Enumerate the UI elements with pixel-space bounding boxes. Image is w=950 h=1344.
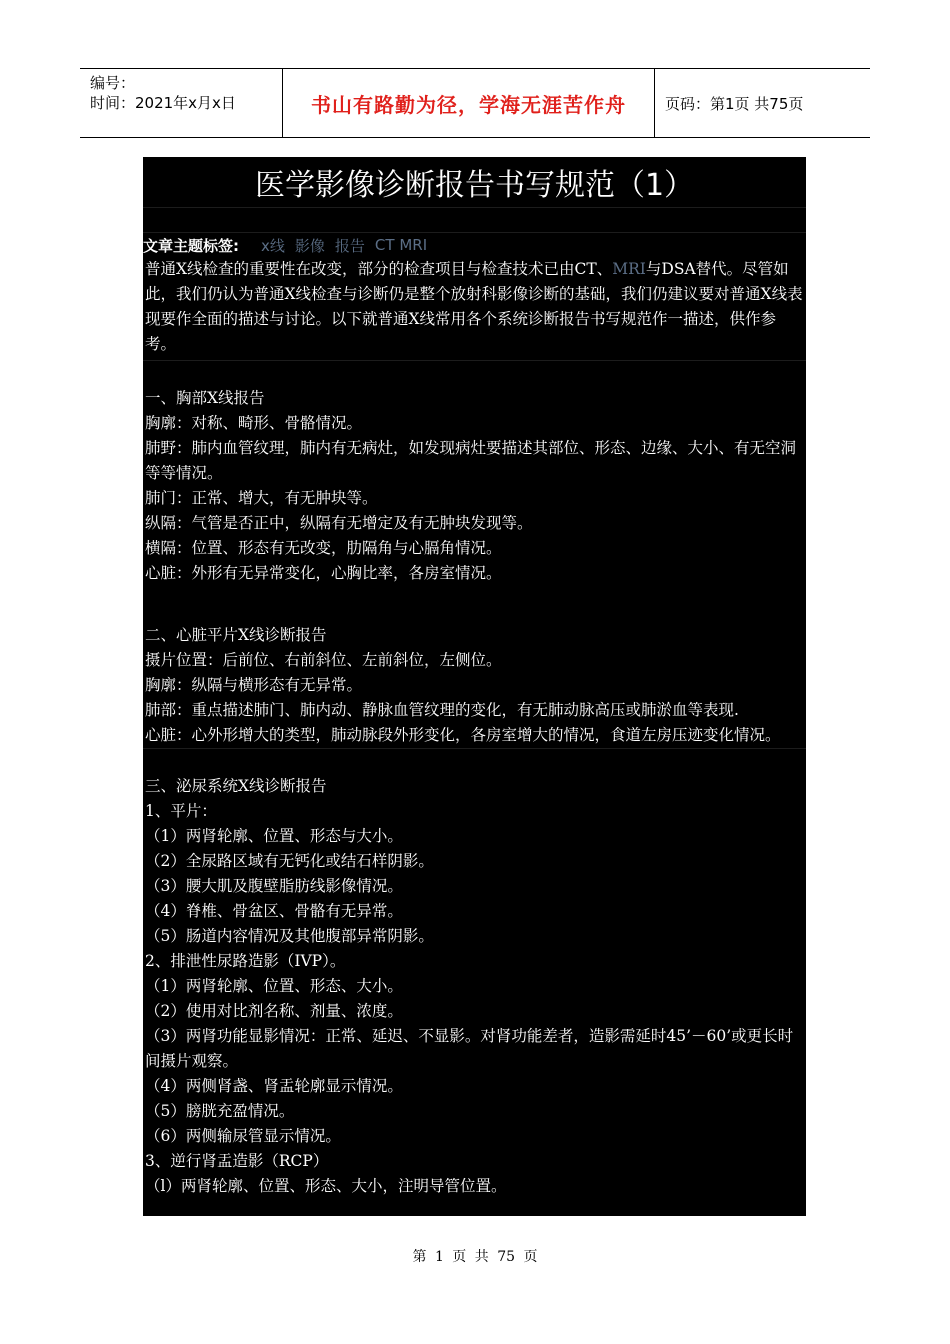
number-label: 编号： xyxy=(90,74,136,92)
document-title: 医学影像诊断报告书写规范（1） xyxy=(143,157,806,208)
time-label: 时间：2021年x月x日 xyxy=(90,94,236,112)
section-line: （l）两肾轮廓、位置、形态、大小，注明导管位置。 xyxy=(145,1177,507,1195)
section-line: 1、平片： xyxy=(145,802,217,820)
blank-line xyxy=(143,361,806,386)
tags-row xyxy=(143,233,806,257)
section-line: 胸廓：对称、畸形、骨骼情况。 xyxy=(145,414,363,432)
intro-text-a: 普通X线检查的重要性在改变，部分的检查项目与检查技术已由CT、 xyxy=(145,260,613,278)
page-header xyxy=(80,68,870,138)
intro-paragraph xyxy=(143,257,806,361)
section-heading: 三、泌尿系统X线诊断报告 xyxy=(145,777,327,795)
tag-link[interactable]: 报告 xyxy=(334,236,365,255)
intro-text-b: 与DSA替代。尽管如此，我们仍认为普通X线检查与诊断仍是整个放射科影像诊断的基础，我们仍建议要对普通X线表现要作全面的描述与讨论。以下就普通X线常用各个系统诊断报告书写规范作一描述，供作参考。 xyxy=(145,260,803,353)
header-meta xyxy=(80,69,283,137)
page-footer: 第 1 页 共 75 页 xyxy=(412,1249,538,1265)
section-line: （3）腰大肌及腹壁脂肪线影像情况。 xyxy=(145,877,403,895)
section-line: 横隔：位置、形态有无改变，肋隔角与心膈角情况。 xyxy=(145,539,502,557)
tags-label: 文章主题标签: xyxy=(143,236,239,255)
section-line: （6）两侧输尿管显示情况。 xyxy=(145,1127,341,1145)
document-body xyxy=(143,157,806,1216)
section-line: 肺野：肺内血管纹理，肺内有无病灶，如发现病灶要描述其部位、形态、边缘、大小、有无空洞等等情况。 xyxy=(145,439,797,482)
section-urinary xyxy=(143,774,806,1199)
section-line: 胸廓：纵隔与横形态有无异常。 xyxy=(145,676,363,694)
blank-line xyxy=(143,749,806,774)
section-heart xyxy=(143,623,806,749)
header-page-info: 页码：第1页 共75页 xyxy=(665,94,804,113)
title-spacer xyxy=(143,208,806,233)
section-line: 3、逆行肾盂造影（RCP） xyxy=(145,1152,329,1170)
section-chest xyxy=(143,386,806,586)
tag-link[interactable]: CT MRI xyxy=(374,236,428,254)
section-heading: 二、心脏平片X线诊断报告 xyxy=(145,626,327,644)
tag-link[interactable]: x线 xyxy=(261,236,285,255)
section-line: （3）两肾功能显影情况：正常、延迟、不显影。对肾功能差者，造影需延时45’－60’或更长时间摄片观察。 xyxy=(145,1027,794,1070)
section-line: （2）全尿路区域有无钙化或结石样阴影。 xyxy=(145,852,434,870)
section-line: （1）两肾轮廓、位置、形态、大小。 xyxy=(145,977,403,995)
section-line: （4）两侧肾盏、肾盂轮廓显示情况。 xyxy=(145,1077,403,1095)
mri-link[interactable]: MRI xyxy=(612,260,646,278)
section-line: 纵隔：气管是否正中，纵隔有无增定及有无肿块发现等。 xyxy=(145,514,533,532)
section-line: （4）脊椎、骨盆区、骨骼有无异常。 xyxy=(145,902,403,920)
section-line: 心脏：外形有无异常变化，心胸比率，各房室情况。 xyxy=(145,564,502,582)
section-line: 肺门：正常、增大，有无肿块等。 xyxy=(145,489,378,507)
section-line: （5）肠道内容情况及其他腹部异常阴影。 xyxy=(145,927,434,945)
section-line: 摄片位置：后前位、右前斜位、左前斜位，左侧位。 xyxy=(145,651,502,669)
section-line: （5）膀胱充盈情况。 xyxy=(145,1102,295,1120)
header-motto: 书山有路勤为径，学海无涯苦作舟 xyxy=(283,69,655,137)
blank-line xyxy=(143,586,806,623)
section-line: 肺部：重点描述肺门、肺内动、静脉血管纹理的变化，有无肺动脉高压或肺淤血等表现. xyxy=(145,701,739,719)
section-line: 心脏：心外形增大的类型，肺动脉段外形变化，各房室增大的情况，食道左房压迹变化情况。 xyxy=(145,726,781,744)
section-line: （2）使用对比剂名称、剂量、浓度。 xyxy=(145,1002,403,1020)
section-line: （1）两肾轮廓、位置、形态与大小。 xyxy=(145,827,403,845)
tag-link[interactable]: 影像 xyxy=(294,236,325,255)
section-line: 2、排泄性尿路造影（IVP）。 xyxy=(145,952,346,970)
section-heading: 一、胸部X线报告 xyxy=(145,389,265,407)
